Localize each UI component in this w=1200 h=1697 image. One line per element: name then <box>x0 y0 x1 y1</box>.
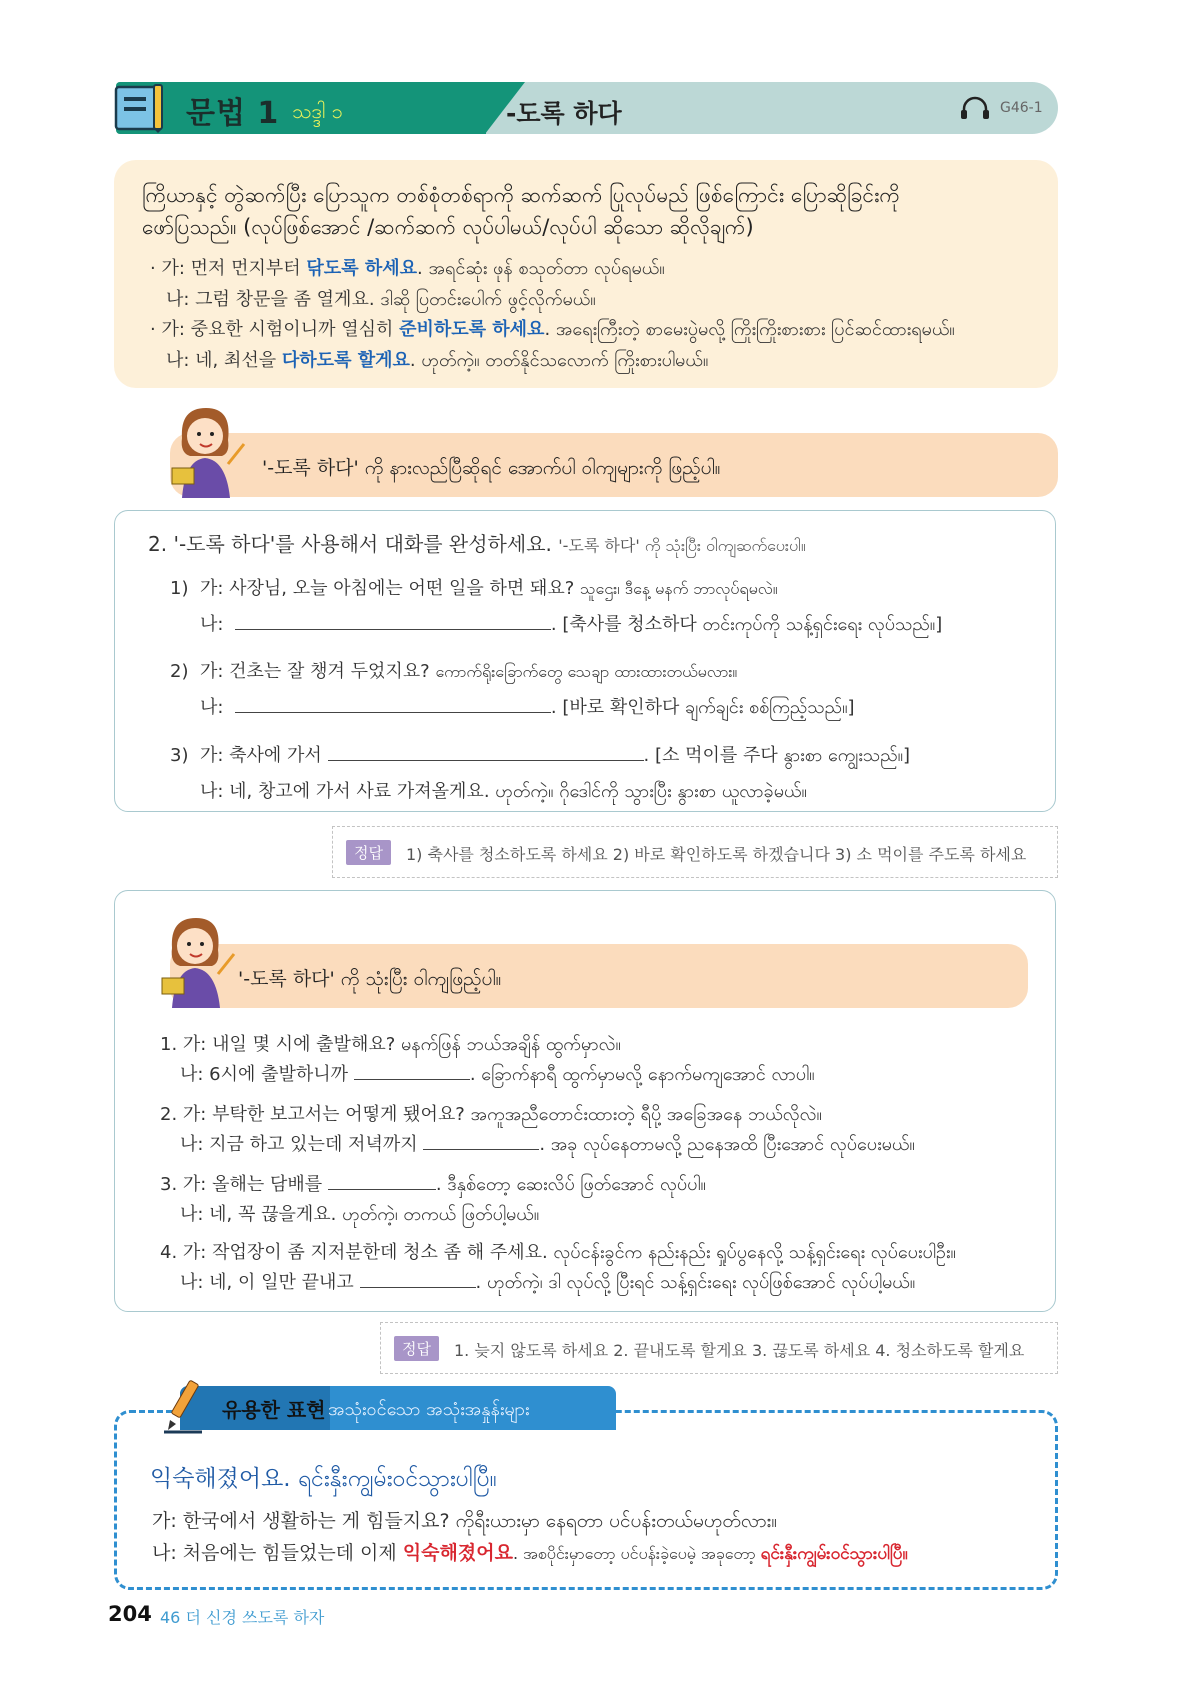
answer-blank[interactable] <box>354 1061 470 1080</box>
exercise-2-item-1-answer-line: 나: 6시에 출발하니까 . ခြောက်နာရီ ထွက်မှာမလို့ နောက်မကျအောင် လာပါ။ <box>180 1060 815 1089</box>
answer-blank[interactable] <box>328 742 644 761</box>
exercise-2-item-2-question: 2. 가: 부탁한 보고서는 어떻게 됐어요? အကူအညီတောင်းထားတဲ့ ရီပို့ အခြေအနေ ဘယ်လိုလဲ။ <box>160 1104 822 1125</box>
lesson-subtitle: သဒ္ဒါ ၁ <box>292 99 343 123</box>
explanation-line-1: ကြိယာနှင့် တွဲဆက်ပြီး ပြောသူက တစ်စုံတစ်ရာကို ဆက်ဆက် ပြုလုပ်မည် ဖြစ်ကြောင်း ပြောဆိုခြင်းကို <box>142 183 900 207</box>
exercise-2-item-3-reply: 나: 네, 꼭 끊을게요. ဟုတ်ကဲ့၊ တကယ် ဖြတ်ပါ့မယ်။ <box>180 1204 540 1225</box>
exercise-1-item-2-question: 2) 가: 건초는 잘 챙겨 두었지요? ကောက်ရိုးခြောက်တွေ သေချာ ထားထားတယ်မလား။ <box>170 661 738 682</box>
chapter-title: 46 더 신경 쓰도록 하자 <box>160 1608 325 1627</box>
answer-badge: 정답 <box>346 840 391 865</box>
exercise-2-item-2-answer-line: 나: 지금 하고 있는데 저녁까지 . အခု လုပ်နေတာမလို့ ညနေအထိ ပြီးအောင် လုပ်ပေးမယ်။ <box>180 1130 915 1159</box>
answer-blank[interactable] <box>360 1269 476 1288</box>
exercise-2-item-1-question: 1. 가: 내일 몇 시에 출발해요? မနက်ဖြန် ဘယ်အချိန် ထွက်မှာလဲ။ <box>160 1034 621 1055</box>
example-line: · 가: 중요한 시험이니까 열심히 준비하도록 하세요. အရေးကြီးတဲ့ စာမေးပွဲမလို့ ကြိုးကြိုးစားစား ပြင်ဆင်ထားရမယ်။ <box>150 319 955 340</box>
exercise-2-item-4-question: 4. 가: 작업장이 좀 지저분한데 청소 좀 해 주세요. လုပ်ငန်းခွင်က နည်းနည်း ရှုပ်ပွနေလို့ သန့်ရှင်းရေး လုပ်ပေးပါဦး။ <box>160 1242 956 1263</box>
exercise-1-item-3-question: 3) 가: 축사에 가서 . [소 먹이를 주다 နွားစာ ကျွေးသည်။] <box>170 741 910 770</box>
audio-track-label: G46-1 <box>1000 100 1043 116</box>
exercise-1-item-1-question: 1) 가: 사장님, 오늘 아침에는 어떤 일을 하면 돼요? သူဌေး၊ ဒီနေ့ မနက် ဘာလုပ်ရမလဲ။ <box>170 578 778 599</box>
teacher-illustration <box>150 908 240 1008</box>
answer-key-2-text: 1. 늦지 않도록 하세요 2. 끝내도록 할게요 3. 끊도록 하세요 4. 청소하도록 할게요 <box>454 1341 1025 1360</box>
useful-expression-title: 유용한 표현 <box>222 1398 326 1422</box>
answer-key-1-text: 1) 축사를 청소하도록 하세요 2) 바로 확인하도록 하겠습니다 3) 소 먹이를 주도록 하세요 <box>406 845 1027 864</box>
lesson-title: 문법 1 <box>186 96 280 131</box>
exercise-1-item-1-answer-line: 나: . [축사를 청소하다 တင်းကုပ်ကို သန့်ရှင်းရေး လုပ်သည်။] <box>200 610 942 639</box>
exercise-2-prompt-text: '-도록 하다' ကို သုံးပြီး ဝါကျဖြည့်ပါ။ <box>238 968 502 990</box>
exercise-2-item-3-question: 3. 가: 올해는 담배를 . ဒီနှစ်တော့ ဆေးလိပ် ဖြတ်အောင် လုပ်ပါ။ <box>160 1170 706 1199</box>
headphone-icon[interactable] <box>960 95 990 121</box>
exercise-2-item-4-answer-line: 나: 네, 이 일만 끝내고 . ဟုတ်ကဲ့၊ ဒါ လုပ်လို့ ပြီးရင် သန့်ရှင်းရေး လုပ်ဖြစ်အောင် လုပ်ပါ့မယ်။ <box>180 1268 915 1297</box>
answer-badge: 정답 <box>394 1336 439 1361</box>
practice-prompt-text: '-도록 하다' ကို နားလည်ပြီဆိုရင် အောက်ပါ ဝါကျများကို ဖြည့်ပါ။ <box>262 457 721 479</box>
exercise-1-item-3-reply: 나: 네, 창고에 가서 사료 가져올게요. ဟုတ်ကဲ့။ ဂိုဒေါင်ကို သွားပြီး နွားစာ ယူလာခဲ့မယ်။ <box>200 781 807 802</box>
explanation-line-2: ဖော်ပြသည်။ (လုပ်ဖြစ်အောင် /ဆက်ဆက် လုပ်ပါမယ်/လုပ်ပါ ဆိုသော ဆိုလိုချက်) <box>142 215 754 239</box>
useful-expression-heading: 익숙해졌어요. ရင်းနှီးကျွမ်းဝင်သွားပါပြီ။ <box>150 1466 497 1492</box>
useful-expression-subtitle: အသုံးဝင်သော အသုံးအနှုန်းများ <box>328 1399 530 1420</box>
pen-icon <box>162 1378 206 1434</box>
answer-blank[interactable] <box>235 694 551 713</box>
book-icon <box>114 83 168 133</box>
example-line: 나: 네, 최선을 다하도록 할게요. ဟုတ်ကဲ့။ တတ်နိုင်သလောက် ကြိုးစားပါမယ်။ <box>166 350 709 371</box>
example-line: 나: 그럼 창문을 좀 열게요. ဒါဆို ပြတင်းပေါက် ဖွင့်လိုက်မယ်။ <box>166 289 596 310</box>
teacher-illustration <box>160 398 250 498</box>
useful-dialogue-line-1: 가: 한국에서 생활하는 게 힘들지요? ကိုရီးယားမှာ နေရတာ ပင်ပန်းတယ်မဟုတ်လား။ <box>152 1510 778 1532</box>
example-line: · 가: 먼저 먼지부터 닦도록 하세요. အရင်ဆုံး ဖုန် စသုတ်တာ လုပ်ရမယ်။ <box>150 258 665 279</box>
grammar-pattern: -도록 하다 <box>506 99 622 128</box>
useful-dialogue-line-2: 나: 처음에는 힘들었는데 이제 익숙해졌어요. အစပိုင်းမှာတော့ ပင်ပန်းခဲ့ပေမဲ့ အခုတော့ ရင်းနှီးကျွမ်းဝင်သွားပါပြီ။ <box>152 1542 908 1564</box>
answer-blank[interactable] <box>328 1171 436 1190</box>
exercise-1-instruction: 2. '-도록 하다'를 사용해서 대화를 완성하세요. '-도록 하다' ကို သုံးပြီး ဝါကျဆက်ပေးပါ။ <box>148 532 806 556</box>
exercise-1-item-2-answer-line: 나: . [바로 확인하다 ချက်ချင်း စစ်ကြည့်သည်။] <box>200 693 855 722</box>
page-number: 204 <box>108 1602 152 1626</box>
answer-blank[interactable] <box>235 611 551 630</box>
answer-blank[interactable] <box>423 1131 539 1150</box>
